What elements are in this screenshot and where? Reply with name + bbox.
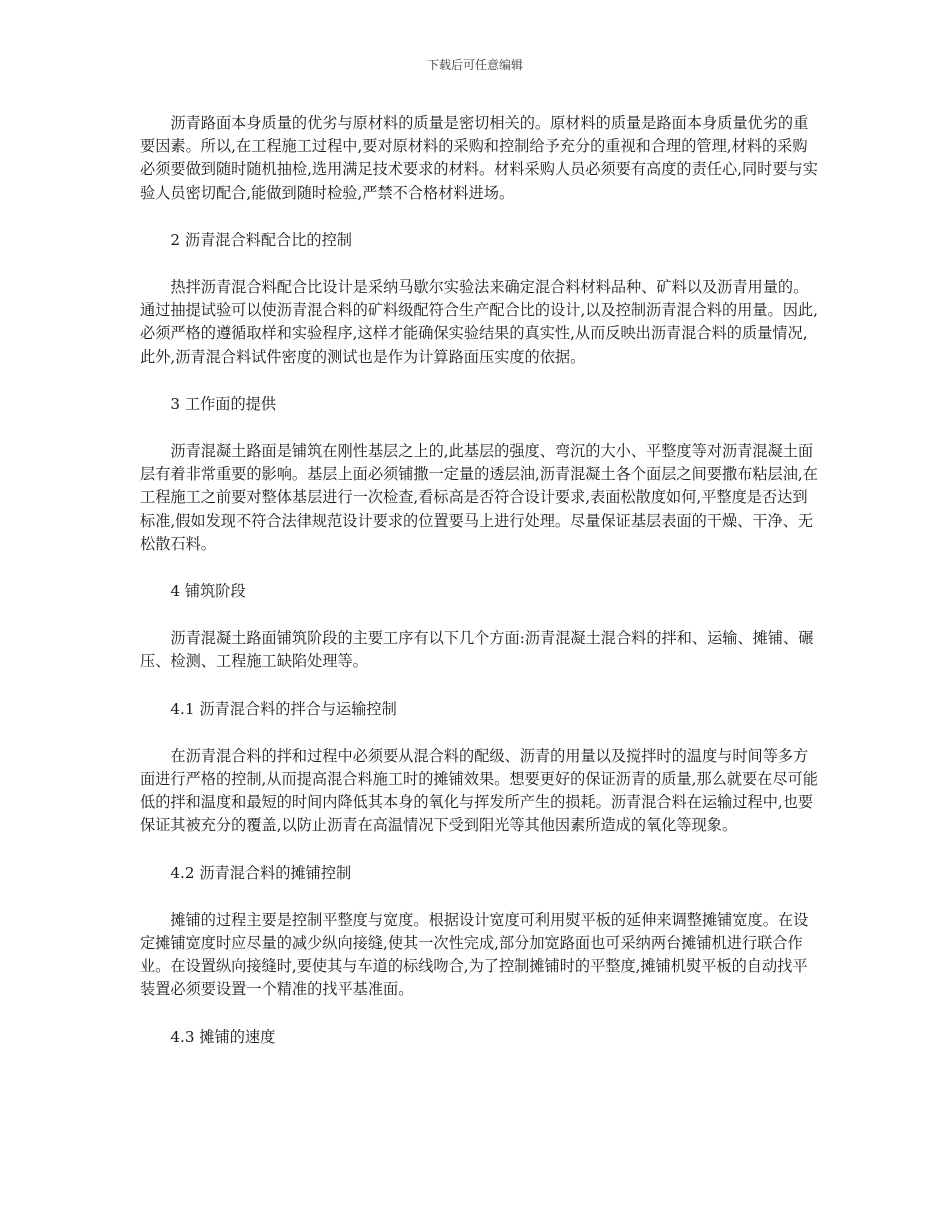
section-heading-4-2: 4.2 沥青混合料的摊铺控制	[170, 863, 352, 882]
paragraph-mixing-transport: 在沥青混合料的拌和过程中必须要从混合料的配级、沥青的用量以及搅拌时的温度与时间等多方面进行严格的控制,从而提高混合料施工时的摊铺效果。想要更好的保证沥青的质量,那么就要在尽可能低的拌和温度和最短的时间内降低其本身的氧化与挥发所产生的损耗。沥青混合料在运输过程中,也要保证其被充分的覆盖,以防止沥青在高温情况下受到阳光等其他因素所造成的氧化等现象。	[140, 746, 818, 835]
paragraph-paving-stage: 沥青混凝土路面铺筑阶段的主要工序有以下几个方面:沥青混凝土混合料的拌和、运输、摊铺、碾压、检测、工程施工缺陷处理等。	[140, 629, 814, 671]
section-heading-4-3: 4.3 摊铺的速度	[170, 1027, 276, 1046]
paragraph-mix-design: 热拌沥青混合料配合比设计是采纳马歇尔实验法来确定混合料材料品种、矿料以及沥青用量的。通过抽提试验可以使沥青混合料的矿料级配符合生产配合比的设计,以及控制沥青混合料的用量。因此,必须严格的遵循取样和实验程序,这样才能确保实验结果的真实性,从而反映出沥青混合料的质量情况,此外,沥青混合料试件密度的测试也是作为计算路面压实度的依据。	[140, 278, 818, 366]
section-heading-4: 4 铺筑阶段	[170, 582, 246, 601]
paragraph-paving-control: 摊铺的过程主要是控制平整度与宽度。根据设计宽度可利用熨平板的延伸来调整摊铺宽度。在设定摊铺宽度时应尽量的减少纵向接缝,使其一次性完成,部分加宽路面也可采纳两台摊铺机进行联合作业。在设置纵向接缝时,要使其与车道的标线吻合,为了控制摊铺时的平整度,摊铺机熨平板的自动找平装置必须要设置一个精准的找平基准面。	[140, 910, 809, 999]
section-heading-3: 3 工作面的提供	[170, 394, 277, 413]
page-header: 下载后可任意编辑	[426, 58, 523, 72]
paragraph-raw-materials: 沥青路面本身质量的优劣与原材料的质量是密切相关的。原材料的质量是路面本身质量优劣的重要因素。所以,在工程施工过程中,要对原材料的采购和控制给予充分的重视和合理的管理,材料的采购必须要做到随时随机抽检,选用满足技术要求的材料。材料采购人员必须要有高度的责任心,同时要与实验人员密切配合,能做到随时检验,严禁不合格材料进场。	[140, 114, 818, 202]
section-heading-2: 2 沥青混合料配合比的控制	[170, 230, 352, 249]
paragraph-working-surface: 沥青混凝土路面是铺筑在刚性基层之上的,此基层的强度、弯沉的大小、平整度等对沥青混凝土面层有着非常重要的影响。基层上面必须铺撒一定量的透层油,沥青混凝土各个面层之间要撒布粘层油,在工程施工之前要对整体基层进行一次检查,看标高是否符合设计要求,表面松散度如何,平整度是否达到标准,假如发现不符合法律规范设计要求的位置要马上进行处理。尽量保证基层表面的干燥、干净、无松散石料。	[140, 442, 818, 553]
section-heading-4-1: 4.1 沥青混合料的拌合与运输控制	[170, 699, 397, 718]
document-body	[140, 112, 820, 1073]
